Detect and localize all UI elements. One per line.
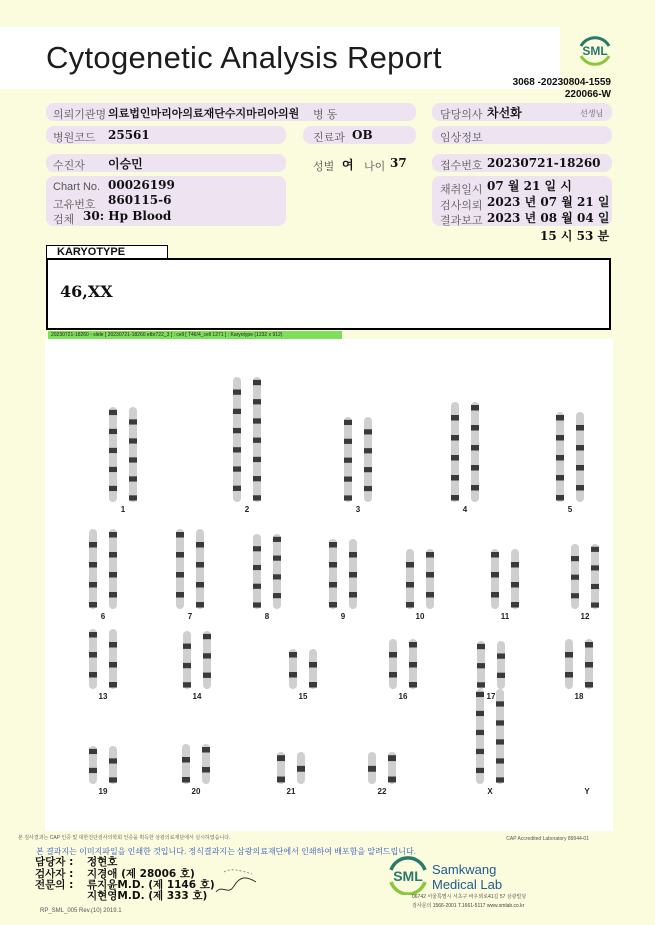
chromosome-band xyxy=(297,766,305,772)
chromosome-band xyxy=(451,435,459,441)
hospital-code-label: 병원코드 xyxy=(53,132,96,144)
chromosome-band xyxy=(426,552,434,558)
chromosome-pair-17 xyxy=(477,641,505,689)
chromosome-band xyxy=(426,592,434,598)
chromosome-pair-9 xyxy=(329,539,357,609)
chromosome xyxy=(203,631,211,689)
chromosome-label: 2 xyxy=(244,505,250,514)
chromosome-label: 17 xyxy=(486,692,496,701)
chromosome-band xyxy=(277,755,285,761)
chromosome xyxy=(591,544,599,609)
chromosome-band xyxy=(196,562,204,568)
chromosome-pair-14 xyxy=(183,631,211,689)
chromosome-band xyxy=(576,445,584,451)
chromosome-band xyxy=(571,575,579,580)
chromosome-pair-2 xyxy=(233,377,261,502)
specimen-value: 30: Hp Blood xyxy=(83,209,172,223)
chromosome-band xyxy=(511,582,519,588)
staff-role-1: 담당자 : xyxy=(35,856,74,868)
chromosome-band xyxy=(129,419,137,424)
chromosome-band xyxy=(388,777,396,783)
chromosome-band xyxy=(477,663,485,668)
result-label: 결과보고 xyxy=(440,215,483,227)
doctor-value: 차선화 xyxy=(487,106,522,120)
staff-role-3: 전문의 : xyxy=(35,879,74,891)
chromosome-band xyxy=(344,420,352,425)
chromosome xyxy=(196,529,204,609)
chromosome-band xyxy=(109,777,117,782)
disclaimer: 본 검사결과는 CAP 인증 및 대한진단검사의학회 인증을 획득한 삼광의료재단에서 실시하였습니다. xyxy=(18,835,231,841)
chromosome-band xyxy=(273,574,281,579)
chromosome-band xyxy=(406,582,414,588)
chromosome xyxy=(329,539,337,609)
chromosome-band xyxy=(585,642,593,648)
chromosome-band xyxy=(253,380,261,385)
chromosome-band xyxy=(129,495,137,500)
dept-label: 진료과 xyxy=(313,132,345,144)
chromosome-band xyxy=(556,495,564,501)
receipt-label: 접수번호 xyxy=(440,160,483,172)
chromosome-band xyxy=(203,634,211,639)
chromosome-pair-10 xyxy=(406,549,434,609)
chromosome-band xyxy=(183,682,191,687)
chromosome-band xyxy=(253,546,261,551)
chromosome-band xyxy=(233,409,241,414)
chromosome-band xyxy=(476,749,484,754)
chromosome-band xyxy=(585,662,593,668)
chromosome-band xyxy=(109,429,117,434)
report-title: Cytogenetic Analysis Report xyxy=(46,40,442,75)
result-time: 15 시 53 분 xyxy=(540,229,610,243)
chromosome-pair-13 xyxy=(89,629,117,689)
chromosome-band xyxy=(476,730,484,735)
chromosome-band xyxy=(89,652,97,658)
chromosome-band xyxy=(253,602,261,607)
chromosome-pair-15 xyxy=(289,649,317,689)
chromosome-band xyxy=(496,739,504,744)
chromosome-label: 11 xyxy=(500,612,510,621)
chromosome-band xyxy=(451,475,459,481)
chromosome-band xyxy=(109,552,117,558)
slide-info-bar: 20230721-18260 - slide [ 20230721-18260 etbr722_3 ] : cell [ T46/4_cell 1271 ] : Karyotype (1232 x 912) xyxy=(48,331,342,339)
chromosome xyxy=(511,549,519,609)
chromosome-band xyxy=(109,467,117,472)
chromosome-band xyxy=(556,475,564,481)
chromosome-band xyxy=(344,458,352,463)
chromosome-band xyxy=(196,542,204,548)
chromosome-label: 22 xyxy=(377,787,387,796)
chromosome-band xyxy=(183,663,191,668)
chromosome-label: 16 xyxy=(398,692,408,701)
company-name xyxy=(432,862,502,892)
chromosome-band xyxy=(176,572,184,578)
chromosome-band xyxy=(511,562,519,568)
chromosome-band xyxy=(476,768,484,773)
chromosome-band xyxy=(471,485,479,491)
chromosome-band xyxy=(451,415,459,421)
accreditation: CAP Accredited Laboratory 89944-01 xyxy=(506,836,589,842)
result-value: 2023 년 08 월 04 일 xyxy=(487,211,610,225)
chromosome-label: 4 xyxy=(462,505,468,514)
chromosome-band xyxy=(368,766,376,772)
chromosome xyxy=(406,549,414,609)
chromosome-label: X xyxy=(487,787,493,796)
address-line-1: 06742 서울특별시 서초구 바우뫼로41길 57 삼광빌딩 xyxy=(412,894,527,900)
chromosome-band xyxy=(253,418,261,423)
company-address xyxy=(412,893,526,911)
chromosome-band xyxy=(109,682,117,688)
chromosome-band xyxy=(129,476,137,481)
doctor-suffix: 선생님 xyxy=(580,109,604,118)
sex-label: 성별 xyxy=(313,161,335,173)
staff-name-1: 정현호 xyxy=(87,856,118,868)
chromosome-label: Y xyxy=(584,787,590,796)
chromosome-band xyxy=(496,777,504,782)
chromosome-band xyxy=(109,486,117,491)
karyotype-label: KARYOTYPE xyxy=(46,245,168,258)
chromosome-pair-4 xyxy=(451,402,479,502)
chromosome-pair-20 xyxy=(182,744,210,784)
chromosome-label: 1 xyxy=(120,505,126,514)
chromosome-pair-22 xyxy=(368,752,396,784)
chromosome xyxy=(565,639,573,689)
karyogram-svg xyxy=(45,339,613,831)
chromosome-band xyxy=(591,603,599,608)
chromosome-band xyxy=(253,457,261,462)
chromosome-pair-8 xyxy=(253,534,281,609)
ward-label: 병 동 xyxy=(313,109,338,121)
chromosome-band xyxy=(233,486,241,491)
chromosome-band xyxy=(329,542,337,548)
chromosome-band xyxy=(253,476,261,481)
chromosome-band xyxy=(89,672,97,678)
chromosome-label: 13 xyxy=(98,692,108,701)
chromosome-band xyxy=(273,537,281,542)
chromosome-band xyxy=(273,556,281,561)
chromosome-band xyxy=(289,672,297,678)
chromosome xyxy=(491,549,499,609)
chromosome-band xyxy=(496,758,504,763)
chromosome-band xyxy=(253,565,261,570)
chromosome-band xyxy=(409,642,417,648)
chromosome-band xyxy=(565,672,573,678)
chromosome-band xyxy=(233,466,241,471)
chromosome-pair-19 xyxy=(89,746,117,784)
chromosome-band xyxy=(89,582,97,588)
chromosome-band xyxy=(491,572,499,578)
chromosome-band xyxy=(203,673,211,678)
chromosome-band xyxy=(364,467,372,472)
chromosome-band xyxy=(451,495,459,501)
karyotype-value: 46,XX xyxy=(60,282,113,301)
chromosome-band xyxy=(406,562,414,568)
chromosome-pair-18 xyxy=(565,639,593,689)
chromosome-band xyxy=(364,486,372,491)
chromosome-band xyxy=(497,653,505,658)
chromosome-pair-11 xyxy=(491,549,519,609)
chromosome-band xyxy=(491,592,499,598)
chromosome-band xyxy=(576,485,584,491)
chromosome-label: 14 xyxy=(192,692,202,701)
chromosome-band xyxy=(496,701,504,706)
chromosome-band xyxy=(202,747,210,753)
collect-label: 채취일시 xyxy=(440,184,483,196)
chromosome-band xyxy=(349,572,357,578)
chromosome-pair-16 xyxy=(389,639,417,689)
request-label: 검사의뢰 xyxy=(440,200,483,212)
chromosome-band xyxy=(406,602,414,608)
chromosome-band xyxy=(571,593,579,598)
chromosome-pair-6 xyxy=(89,529,117,609)
chromosome-band xyxy=(476,711,484,716)
ref-line2: 220066-W xyxy=(564,89,611,100)
chromosome-band xyxy=(109,532,117,538)
chromosome-band xyxy=(182,757,190,763)
chromosome-band xyxy=(591,584,599,589)
chromosome-band xyxy=(129,438,137,443)
chromosome-band xyxy=(565,652,573,658)
staff-role-2: 검사자 : xyxy=(35,868,74,880)
chromosome-band xyxy=(277,777,285,783)
chromosome-label: 9 xyxy=(340,612,346,621)
chromosome xyxy=(389,639,397,689)
chromosome xyxy=(253,534,261,609)
signature-icon xyxy=(212,866,262,900)
age-label: 나이 xyxy=(364,161,386,173)
chromosome-band xyxy=(109,642,117,648)
chromosome-band xyxy=(89,632,97,638)
chromosome-band xyxy=(471,445,479,451)
chromosome-label: 3 xyxy=(355,505,361,514)
staff-line-4 xyxy=(35,888,207,903)
chromosome-band xyxy=(344,477,352,482)
chromosome xyxy=(89,529,97,609)
chromosome-band xyxy=(253,438,261,443)
karyotype-box xyxy=(46,258,611,330)
chromosome-band xyxy=(129,457,137,462)
chromosome-label: 19 xyxy=(98,787,108,796)
chromosome-band xyxy=(89,749,97,754)
chromosome-band xyxy=(309,682,317,688)
chromosome-band xyxy=(233,428,241,433)
chromosome-band xyxy=(576,465,584,471)
chromosome-band xyxy=(253,399,261,404)
chromosome-band xyxy=(89,768,97,773)
chromosome-band xyxy=(233,447,241,452)
dept-value: OB xyxy=(352,128,373,142)
reference-number xyxy=(513,77,611,101)
chromosome-band xyxy=(253,495,261,500)
chromosome-band xyxy=(109,410,117,415)
doctor-label: 담당의사 xyxy=(440,109,483,121)
staff-name-2: 지경애 (제 28006 호) xyxy=(87,868,195,880)
chromosome-band xyxy=(233,390,241,395)
chromosome xyxy=(426,549,434,609)
chromosome-band xyxy=(109,448,117,453)
id-label: 고유번호 xyxy=(53,199,96,211)
address-line-2: 검사문의 1566-2001 T.1661-5117 www.smlab.co.kr xyxy=(412,903,525,909)
chromosome-label: 10 xyxy=(415,612,425,621)
chromosome-band xyxy=(571,556,579,561)
sex-value: 여 xyxy=(342,158,354,172)
chromosome-band xyxy=(203,653,211,658)
chromosome-band xyxy=(556,415,564,421)
chromosome-band xyxy=(89,542,97,548)
chromosome-band xyxy=(309,662,317,668)
chromosome-band xyxy=(471,465,479,471)
chromosome-band xyxy=(349,592,357,598)
chromosome-band xyxy=(289,652,297,658)
company-name-1: Samkwang xyxy=(432,862,497,877)
chromosome-band xyxy=(364,448,372,453)
company-name-2: Medical Lab xyxy=(432,877,503,892)
chromosome xyxy=(89,629,97,689)
chromosome xyxy=(183,631,191,689)
patient-value: 이승민 xyxy=(108,157,143,171)
institution-value: 의료법인마리아의료재단수지마리아의원 xyxy=(108,107,300,120)
staff-name-3: 류지윤M.D. (제 1146 호) xyxy=(87,879,215,891)
chromosome-band xyxy=(477,682,485,687)
form-code: RP_SML_005 Rev.(10) 2019.1 xyxy=(40,908,122,914)
chromosome-band xyxy=(329,562,337,568)
chromosome-band xyxy=(109,592,117,598)
request-value: 2023 년 07 월 21 일 xyxy=(487,195,610,209)
chromosome-band xyxy=(196,582,204,588)
chromosome-band xyxy=(497,673,505,678)
clinical-label: 임상정보 xyxy=(440,132,483,144)
chromosome-pair-21 xyxy=(277,752,305,784)
chromosome-band xyxy=(109,758,117,763)
samkwang-logo-icon xyxy=(385,855,431,895)
chromosome-band xyxy=(176,592,184,598)
chromosome-band xyxy=(511,602,519,608)
chromosome-band xyxy=(389,672,397,678)
chromosome-label: 18 xyxy=(574,692,584,701)
patient-label: 수진자 xyxy=(53,160,85,172)
notice-text: 본 결과지는 이미지파일을 인쇄한 것입니다. 정식결과지는 삼광의료재단에서 인쇄하여 배포함을 알려드립니다. xyxy=(36,847,416,856)
chromosome-band xyxy=(496,720,504,725)
chromosome-band xyxy=(329,582,337,588)
chromosome-band xyxy=(182,777,190,783)
chromosome-band xyxy=(591,547,599,552)
institution-label: 의뢰기관명 xyxy=(53,109,107,121)
age-value: 37 xyxy=(390,156,407,170)
chromosome-pair-1 xyxy=(109,407,137,502)
chromosome-band xyxy=(253,584,261,589)
chromosome-label: 8 xyxy=(264,612,270,621)
chromosome xyxy=(497,641,505,689)
chromosome-label: 6 xyxy=(100,612,106,621)
chromosome-label: 12 xyxy=(580,612,590,621)
chromosome-band xyxy=(364,429,372,434)
chromosome-band xyxy=(556,455,564,461)
chromosome xyxy=(109,629,117,689)
chromosome-band xyxy=(576,425,584,431)
chromosome-band xyxy=(109,662,117,668)
chart-label: Chart No. xyxy=(53,181,101,193)
collect-value: 07 월 21 일 시 xyxy=(487,179,572,193)
chromosome-band xyxy=(183,644,191,649)
samkwang-logo-text: SML xyxy=(393,868,423,884)
chromosome-band xyxy=(389,652,397,658)
chromosome-label: 5 xyxy=(567,505,573,514)
chromosome-band xyxy=(176,532,184,538)
chromosome-band xyxy=(585,682,593,688)
hospital-code-value: 25561 xyxy=(108,128,150,142)
chromosome-band xyxy=(409,662,417,668)
logo-text: SML xyxy=(582,44,608,58)
chromosome-label: 21 xyxy=(286,787,296,796)
sml-logo-icon xyxy=(575,32,615,68)
chromosome-pair-12 xyxy=(571,544,599,609)
chromosome-band xyxy=(477,644,485,649)
chromosome-band xyxy=(349,552,357,558)
chromosome-label: 20 xyxy=(191,787,201,796)
chromosome xyxy=(233,377,241,502)
karyogram-image xyxy=(45,339,613,831)
chromosome-band xyxy=(109,572,117,578)
chromosome-band xyxy=(451,455,459,461)
chromosome-band xyxy=(89,602,97,608)
specimen-label: 검체 xyxy=(53,214,75,226)
chromosome-band xyxy=(409,682,417,688)
receipt-value: 20230721-18260 xyxy=(487,156,601,170)
chromosome-band xyxy=(329,602,337,608)
chromosome-band xyxy=(556,435,564,441)
chromosome-band xyxy=(273,593,281,598)
chromosome-band xyxy=(471,405,479,411)
chromosome-label: 15 xyxy=(298,692,308,701)
chromosome-label: 7 xyxy=(187,612,193,621)
id-value: 860115-6 xyxy=(108,193,172,207)
chromosome-band xyxy=(471,425,479,431)
chromosome-pair-X xyxy=(476,689,504,784)
chromosome-band xyxy=(202,767,210,773)
chromosome-band xyxy=(176,552,184,558)
chromosome-band xyxy=(196,602,204,608)
chromosome-band xyxy=(89,562,97,568)
chromosome-band xyxy=(426,572,434,578)
chromosome-pair-3 xyxy=(344,417,372,502)
chromosome-band xyxy=(344,495,352,500)
chromosome-band xyxy=(491,552,499,558)
chromosome-band xyxy=(388,755,396,761)
chromosome-band xyxy=(344,439,352,444)
chromosome-band xyxy=(591,565,599,570)
chromosome-pair-7 xyxy=(176,529,204,609)
chart-value: 00026199 xyxy=(108,178,175,192)
chromosome-pair-5 xyxy=(556,412,584,502)
ref-line1: 3068 -20230804-1559 xyxy=(512,77,611,88)
staff-name-4: 지현영M.D. (제 333 호) xyxy=(87,890,208,902)
